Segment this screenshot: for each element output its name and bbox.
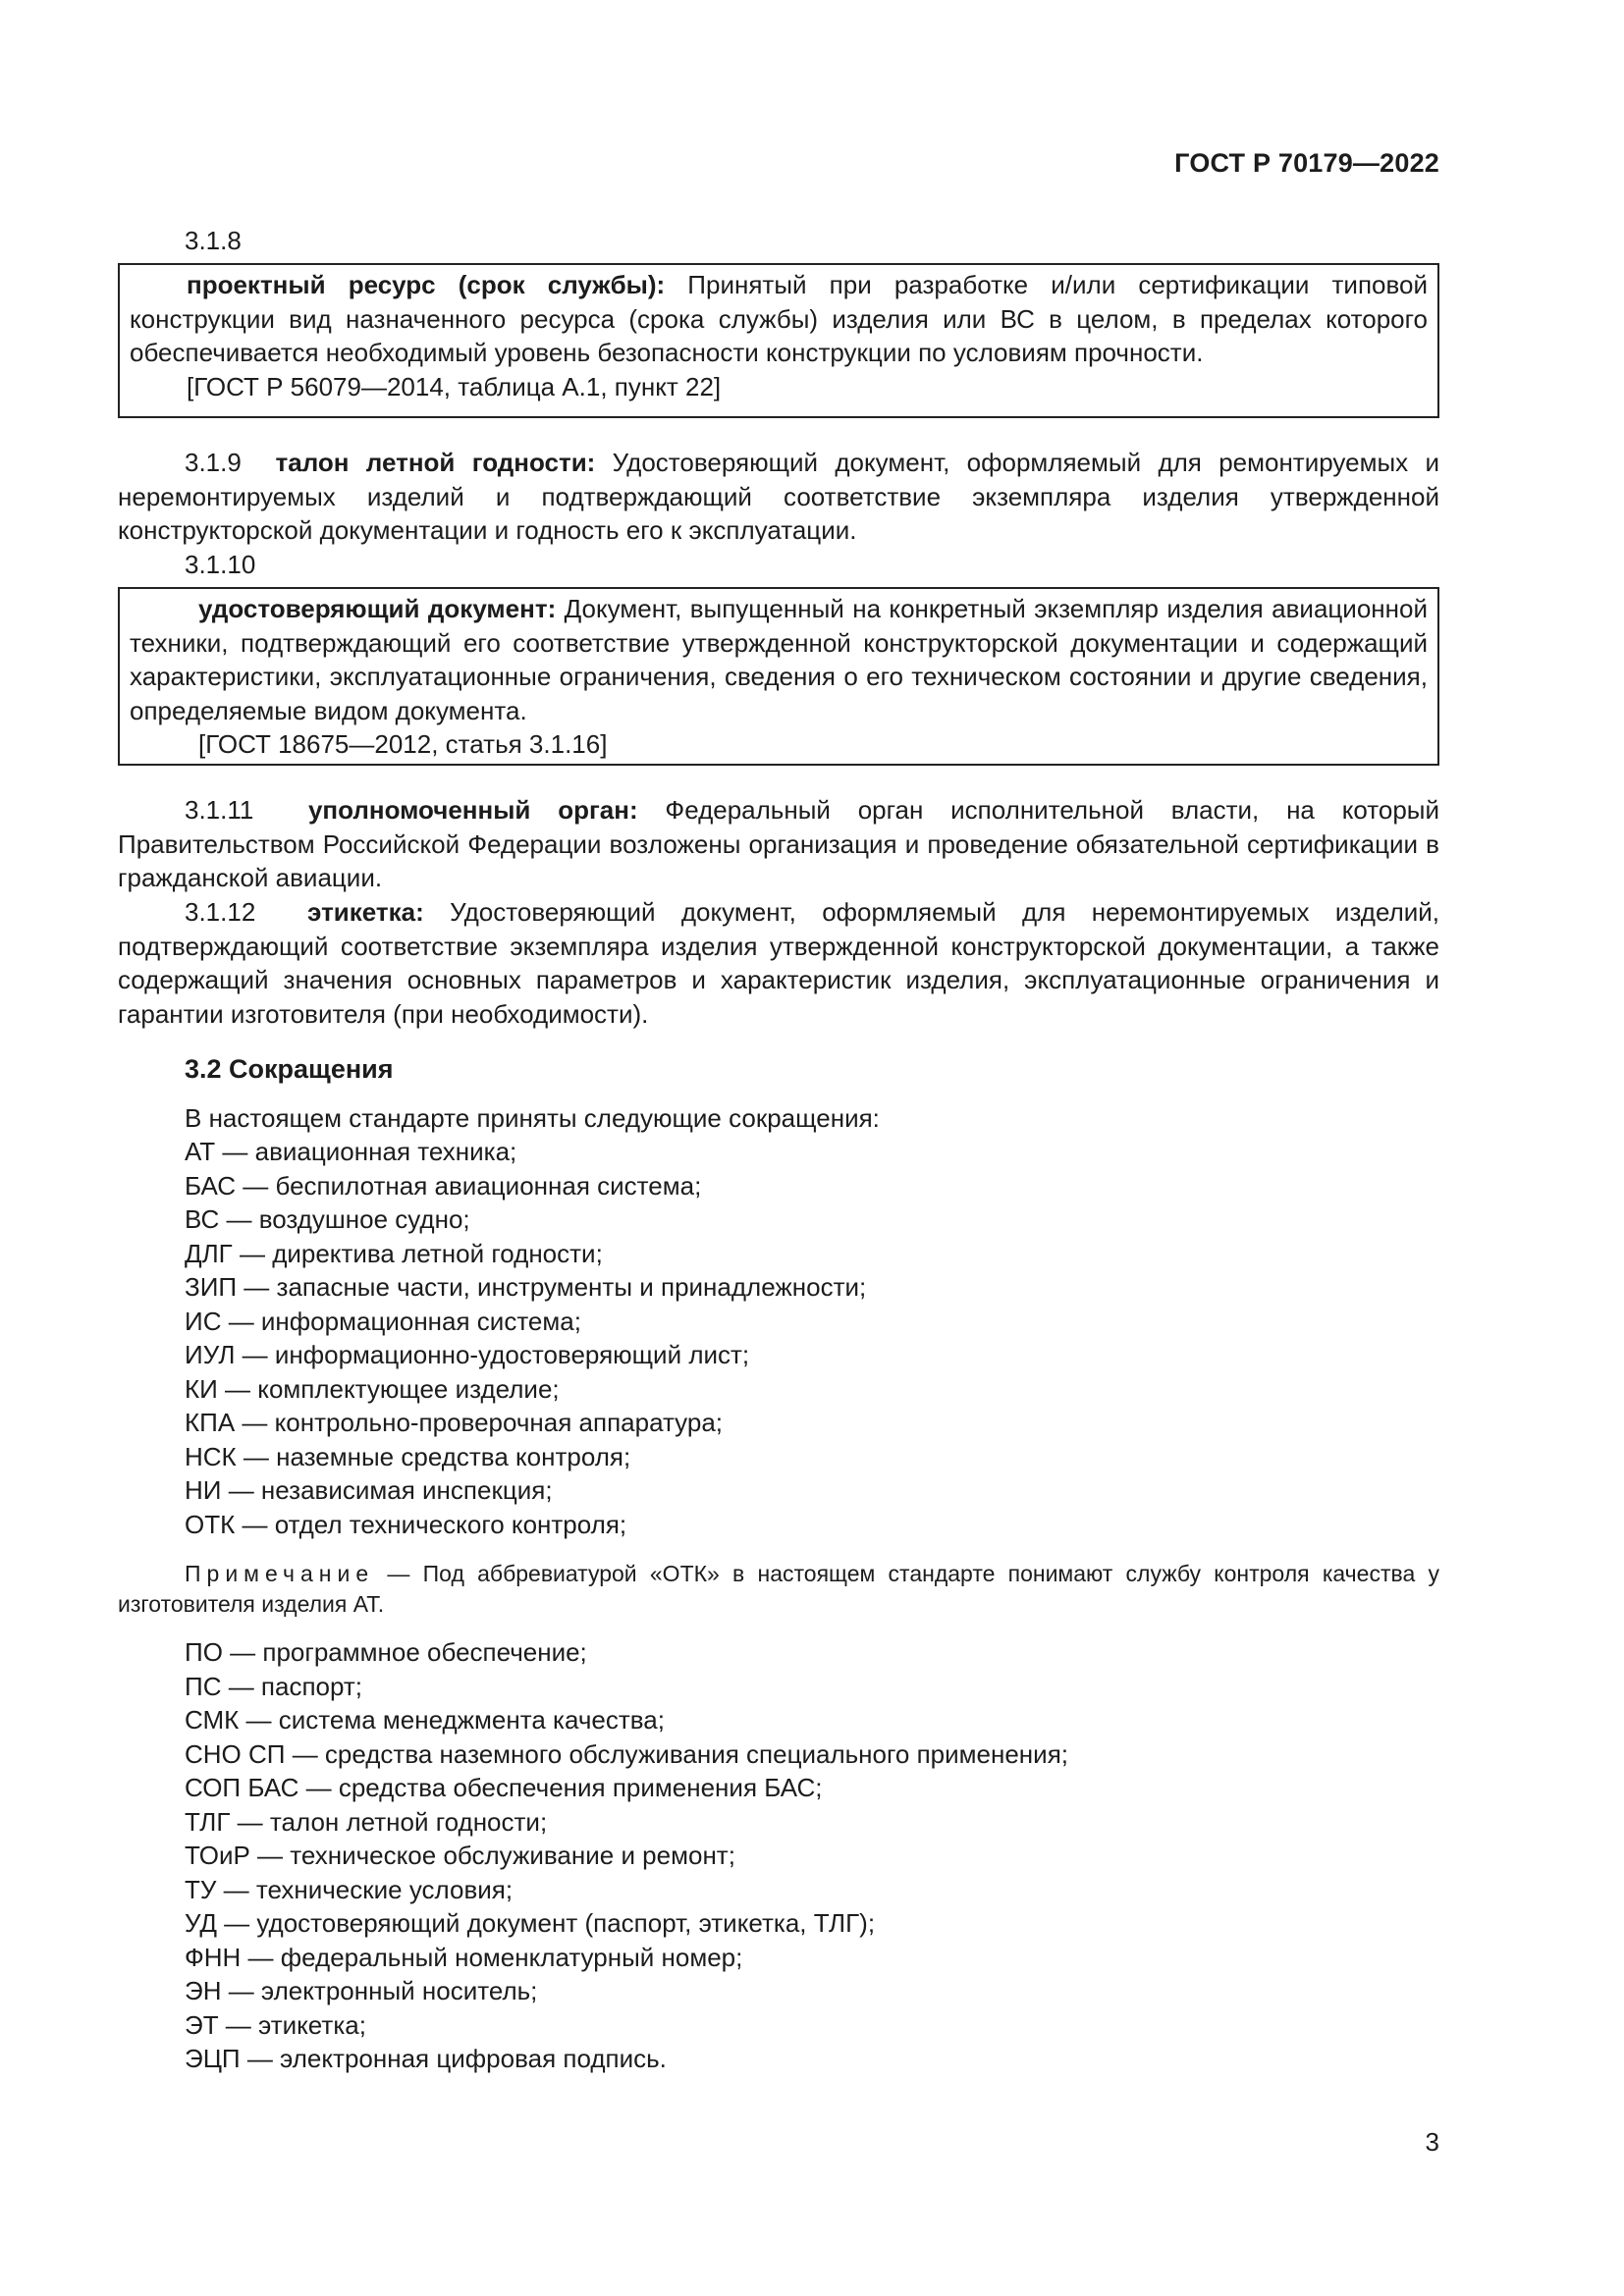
page-number: 3 [1425,2127,1439,2157]
abbreviation-item: ЭЦП — электронная цифровая подпись. [185,2044,667,2073]
term-paragraph-3-1-8 [130,268,1428,370]
term-reference-3-1-8: [ГОСТ Р 56079—2014, таблица А.1, пункт 22] [187,371,722,401]
document-code-header: ГОСТ Р 70179—2022 [1174,148,1439,178]
abbreviation-item: СМК — система менеджмента качества; [185,1705,665,1735]
abbreviation-item: ОТК — отдел технического контроля; [185,1509,627,1539]
note-paragraph [118,1559,1439,1620]
term-paragraph-3-1-11 [118,793,1439,895]
term-name-3-1-12: этикетка: [307,897,424,927]
term-reference-3-1-10: [ГОСТ 18675—2012, статья 3.1.16] [198,729,608,759]
term-number-3-1-11: 3.1.11 [185,795,254,825]
term-number-3-1-12: 3.1.12 [185,897,256,927]
term-definition-3-1-10: Документ, выпущенный на конкретный экземпляр изделия авиационной техники, подтверждающий его соответствие утвержденной конструкторской документации и содержащий характеристики, эксплуатационные ограничения, сведения о его техническом состоянии и другие сведения, определяемые видом документа. [130,594,1428,725]
abbreviation-item: ТОиР — техническое обслуживание и ремонт; [185,1841,735,1870]
abbreviation-item: КИ — комплектующее изделие; [185,1373,560,1404]
abbreviation-item: ЗИП — запасные части, инструменты и принадлежности; [185,1272,867,1302]
term-paragraph-3-1-9 [118,446,1439,548]
note-label: Примечание [185,1561,375,1586]
term-number-3-1-8: 3.1.8 [185,226,242,255]
abbreviation-item: ИС — информационная система; [185,1306,581,1336]
term-number-3-1-10: 3.1.10 [185,550,256,579]
abbreviation-list-2 [185,1635,1068,2076]
term-definition-3-1-11: Федеральный орган исполнительной власти, на который Правительством Российской Федерации возложены организация и проведение обязательной сертификации в гражданской авиации. [118,795,1439,892]
term-name-3-1-10: удостоверяющий документ: [198,594,557,623]
term-paragraph-3-1-10 [130,592,1428,727]
term-definition-3-1-8: Принятый при разработке и/или сертификации типовой конструкции вид назначенного ресурса (срока службы) изделия или ВС в целом, в пределах которого обеспечивается необходимый уровень безопасности конструкции по условиям прочности. [130,270,1428,367]
abbreviation-intro: В настоящем стандарте приняты следующие сокращения: [185,1103,880,1133]
abbreviation-item: НИ — независимая инспекция; [185,1475,553,1505]
term-name-3-1-9: талон летной годности: [275,448,596,477]
abbreviation-item: ФНН — федеральный номенклатурный номер; [185,1942,743,1972]
abbreviation-item: БАС — беспилотная авиационная система; [185,1170,702,1201]
abbreviation-item: ПО — программное обеспечение; [185,1637,587,1667]
abbreviation-item: ТЛГ — талон летной годности; [185,1806,548,1837]
abbreviation-list-1 [185,1135,866,1541]
term-name-3-1-8: проектный ресурс (срок службы): [187,270,666,299]
abbreviation-item: ВС — воздушное судно; [185,1204,470,1234]
term-box-3-1-10 [118,587,1439,766]
abbreviation-item: НСК — наземные средства контроля; [185,1441,631,1471]
note-text: — Под аббревиатурой «ОТК» в настоящем стандарте понимают службу контроля качества у изготовителя изделия АТ. [118,1561,1439,1617]
abbreviation-item: ДЛГ — директива летной годности; [185,1238,603,1268]
abbreviation-item: ИУЛ — информационно-удостоверяющий лист; [185,1340,750,1369]
term-paragraph-3-1-12 [118,895,1439,1031]
abbreviation-item: ЭТ — этикетка; [185,2009,366,2040]
term-definition-3-1-9: Удостоверяющий документ, оформляемый для ремонтируемых и неремонтируемых изделий и подтверждающий соответствие экземпляра изделия утвержденной конструкторской документации и годность его к эксплуатации. [118,448,1439,545]
term-number-3-1-9: 3.1.9 [185,448,242,477]
section-title-abbreviations: 3.2 Сокращения [185,1054,394,1084]
abbreviation-item: КПА — контрольно-проверочная аппаратура; [185,1408,724,1437]
abbreviation-item: СНО СП — средства наземного обслуживания специального применения; [185,1738,1068,1769]
abbreviation-item: УД — удостоверяющий документ (паспорт, этикетка, ТЛГ); [185,1908,876,1938]
abbreviation-item: СОП БАС — средства обеспечения применения БАС; [185,1773,823,1802]
abbreviation-item: ЭН — электронный носитель; [185,1976,538,2005]
abbreviation-item: ТУ — технические условия; [185,1874,514,1904]
abbreviation-item: ПС — паспорт; [185,1671,363,1701]
term-name-3-1-11: уполномоченный орган: [307,795,638,825]
abbreviation-item: АТ — авиационная техника; [185,1137,517,1166]
term-box-3-1-8 [118,263,1439,418]
term-definition-3-1-12: Удостоверяющий документ, оформляемый для неремонтируемых изделий, подтверждающий соответствие экземпляра изделия утвержденной конструкторской документации, а также содержащий значения основных параметров и характеристик изделия, эксплуатационные ограничения и гарантии изготовителя (при необходимости). [118,897,1440,1029]
